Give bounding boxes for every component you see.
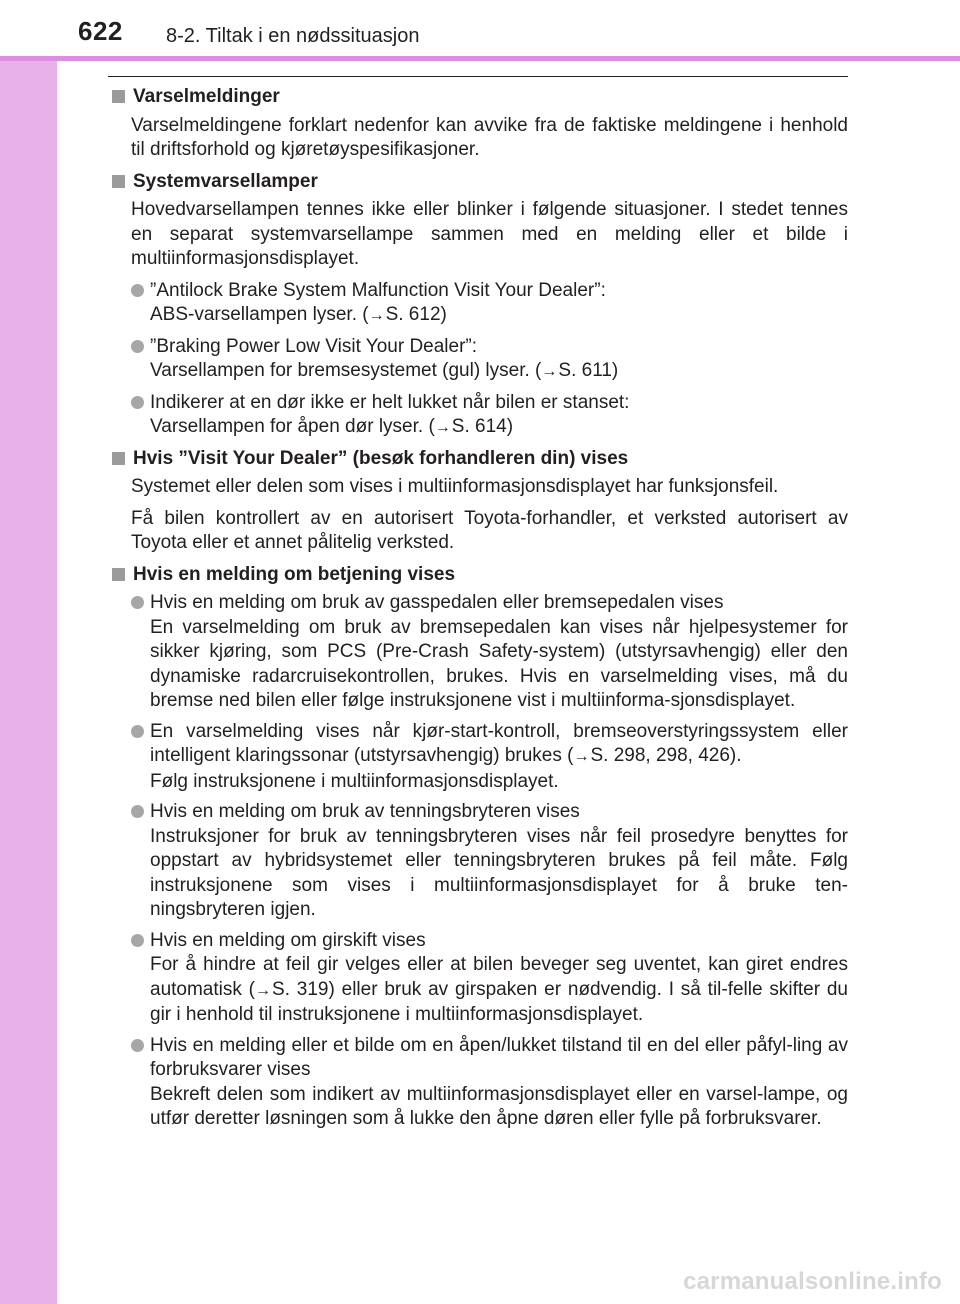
item-body [150, 720, 848, 795]
arrow-icon: → [573, 748, 590, 765]
section-betjening [108, 563, 848, 1132]
section-rule [108, 76, 848, 77]
item-title: Hvis en melding om bruk av tenningsbryteren vises [150, 801, 580, 822]
header-band [0, 0, 960, 56]
paragraph: Varselmeldingene forklart nedenfor kan avvike fra de faktiske meldingene i henhold til driftsforhold og kjøretøyspesifikasjoner. [131, 114, 848, 160]
page-reference: S. 614) [451, 416, 514, 437]
paragraph: Hovedvarsellampen tennes ikke eller blinker i følgende situasjoner. I stedet tennes en separat systemvarsellampe sammen med en melding eller et bilde i multiinformasjonsdisplayet. [131, 199, 848, 269]
item-title: ”Braking Power Low Visit Your Dealer”: [150, 335, 478, 357]
item-text: Bekreft delen som indikert av multiinformasjonsdisplayet eller en varsel-lampe, og utfør deretter løsningen som å lukke den åpne døren eller fylle på forbruksvarer. [150, 1083, 848, 1129]
paragraph: Få bilen kontrollert av en autorisert Toyota-forhandler, et verksted autorisert av Toyota eller et annet pålitelig verksted. [131, 507, 848, 553]
circle-bullet-icon [131, 396, 144, 409]
item-title: ”Antilock Brake System Malfunction Visit Your Dealer”: [150, 279, 606, 301]
circle-bullet-icon [131, 805, 144, 818]
item-body [150, 335, 848, 385]
heading-text: Hvis en melding om betjening vises [133, 563, 456, 585]
item-text: Følg instruksjonene i multiinformasjonsdisplayet. [150, 770, 559, 792]
list-item [131, 591, 848, 714]
page-number: 622 [78, 16, 123, 46]
item-line [150, 953, 848, 1028]
paragraph: Systemet eller delen som vises i multiinformasjonsdisplayet har funksjonsfeil. [131, 476, 779, 497]
arrow-icon: → [434, 419, 451, 436]
heading-text: Varselmeldinger [133, 86, 280, 107]
watermark: carmanualsonline.info [683, 1268, 942, 1295]
chapter-side-band [0, 0, 57, 1304]
item-text: En varselmelding vises når kjør-start-kontroll, bremseoverstyringssystem eller intelligent klaringssonar (utstyrsavhengig) brukes ( [150, 720, 848, 766]
section-varselmeldinger [108, 85, 848, 163]
item-title: Indikerer at en dør ikke er helt lukket når bilen er stanset: [150, 391, 630, 413]
list-item [131, 800, 848, 923]
item-line [150, 415, 848, 441]
item-body [150, 391, 848, 441]
item-body [150, 591, 848, 714]
item-text: En varselmelding om bruk av bremsepedalen kan vises når hjelpesystemer for sikker kjøring, som PCS (Pre-Crash Safety-system) (utstyrsavhengig) eller den dynamiske radarcruisekontrollen, brukes. Hvis en varselmelding vises, må du bremse ned bilen eller følge instruksjonene vist i multiinforma-sjonsdisplayet. [150, 616, 848, 711]
square-bullet-icon [112, 452, 125, 465]
item-body [150, 929, 848, 1028]
section-heading [108, 170, 848, 195]
page-content [108, 85, 848, 1138]
list-item [131, 720, 848, 795]
circle-bullet-icon [131, 725, 144, 738]
circle-bullet-icon [131, 596, 144, 609]
list-item [131, 1034, 848, 1132]
item-text: Varsellampen for åpen dør lyser. ( [150, 416, 435, 437]
section-heading [108, 447, 848, 472]
section-heading [108, 563, 848, 588]
item-text: Varsellampen for bremsesystemet (gul) lyser. ( [150, 360, 542, 381]
chapter-title: 8-2. Tiltak i en nødssituasjon [166, 25, 420, 47]
page-reference: S. 611) [558, 360, 619, 381]
page-reference: S. 612) [385, 304, 447, 325]
arrow-icon: → [368, 307, 385, 324]
item-text: For å hindre at feil gir velges eller at bilen beveger seg uventet, kan giret endres automatisk ( [150, 954, 848, 1000]
item-text: ABS-varsellampen lyser. ( [150, 304, 369, 325]
square-bullet-icon [112, 90, 125, 103]
section-systemvarsellamper [108, 170, 848, 441]
header-underline [0, 56, 960, 61]
item-line [150, 303, 848, 329]
page-reference: S. 319) [272, 978, 335, 1000]
arrow-icon: → [541, 363, 558, 380]
list-item [131, 391, 848, 441]
heading-text: Hvis ”Visit Your Dealer” (besøk forhandleren din) vises [133, 447, 629, 469]
page-reference: S. 298, 298, 426). [590, 745, 742, 766]
item-title: Hvis en melding om girskift vises [150, 929, 426, 951]
item-body [150, 1034, 848, 1132]
circle-bullet-icon [131, 340, 144, 353]
item-text: eller bruk av girspaken er nødvendig. I så til-felle skifter du gir i henhold til instruksjonene i multiinformasjonsdisplayet. [150, 978, 848, 1025]
square-bullet-icon [112, 568, 125, 581]
item-title: Hvis en melding om bruk av gasspedalen eller bremsepedalen vises [150, 592, 724, 613]
item-title: Hvis en melding eller et bilde om en åpen/lukket tilstand til en del eller påfyl-ling av forbruksvarer vises [150, 1034, 848, 1080]
square-bullet-icon [112, 175, 125, 188]
heading-text: Systemvarsellamper [133, 170, 318, 192]
item-text: Instruksjoner for bruk av tenningsbryteren vises når feil prosedyre benyttes for oppstart av hybridsystemet eller tenningsbryteren brukes på feil måte. Følg instruksjonene som vises i multiinformasjonsdisplayet for å bruke ten-ningsbryteren igjen. [150, 825, 848, 920]
list-item [131, 335, 848, 385]
section-heading [108, 85, 848, 110]
circle-bullet-icon [131, 284, 144, 297]
list-item [131, 929, 848, 1028]
circle-bullet-icon [131, 1039, 144, 1052]
list-item [131, 279, 848, 329]
section-visit-dealer [108, 447, 848, 556]
item-body [150, 279, 848, 329]
item-line [150, 359, 848, 385]
circle-bullet-icon [131, 934, 144, 947]
arrow-icon: → [255, 981, 272, 999]
item-body [150, 800, 848, 923]
